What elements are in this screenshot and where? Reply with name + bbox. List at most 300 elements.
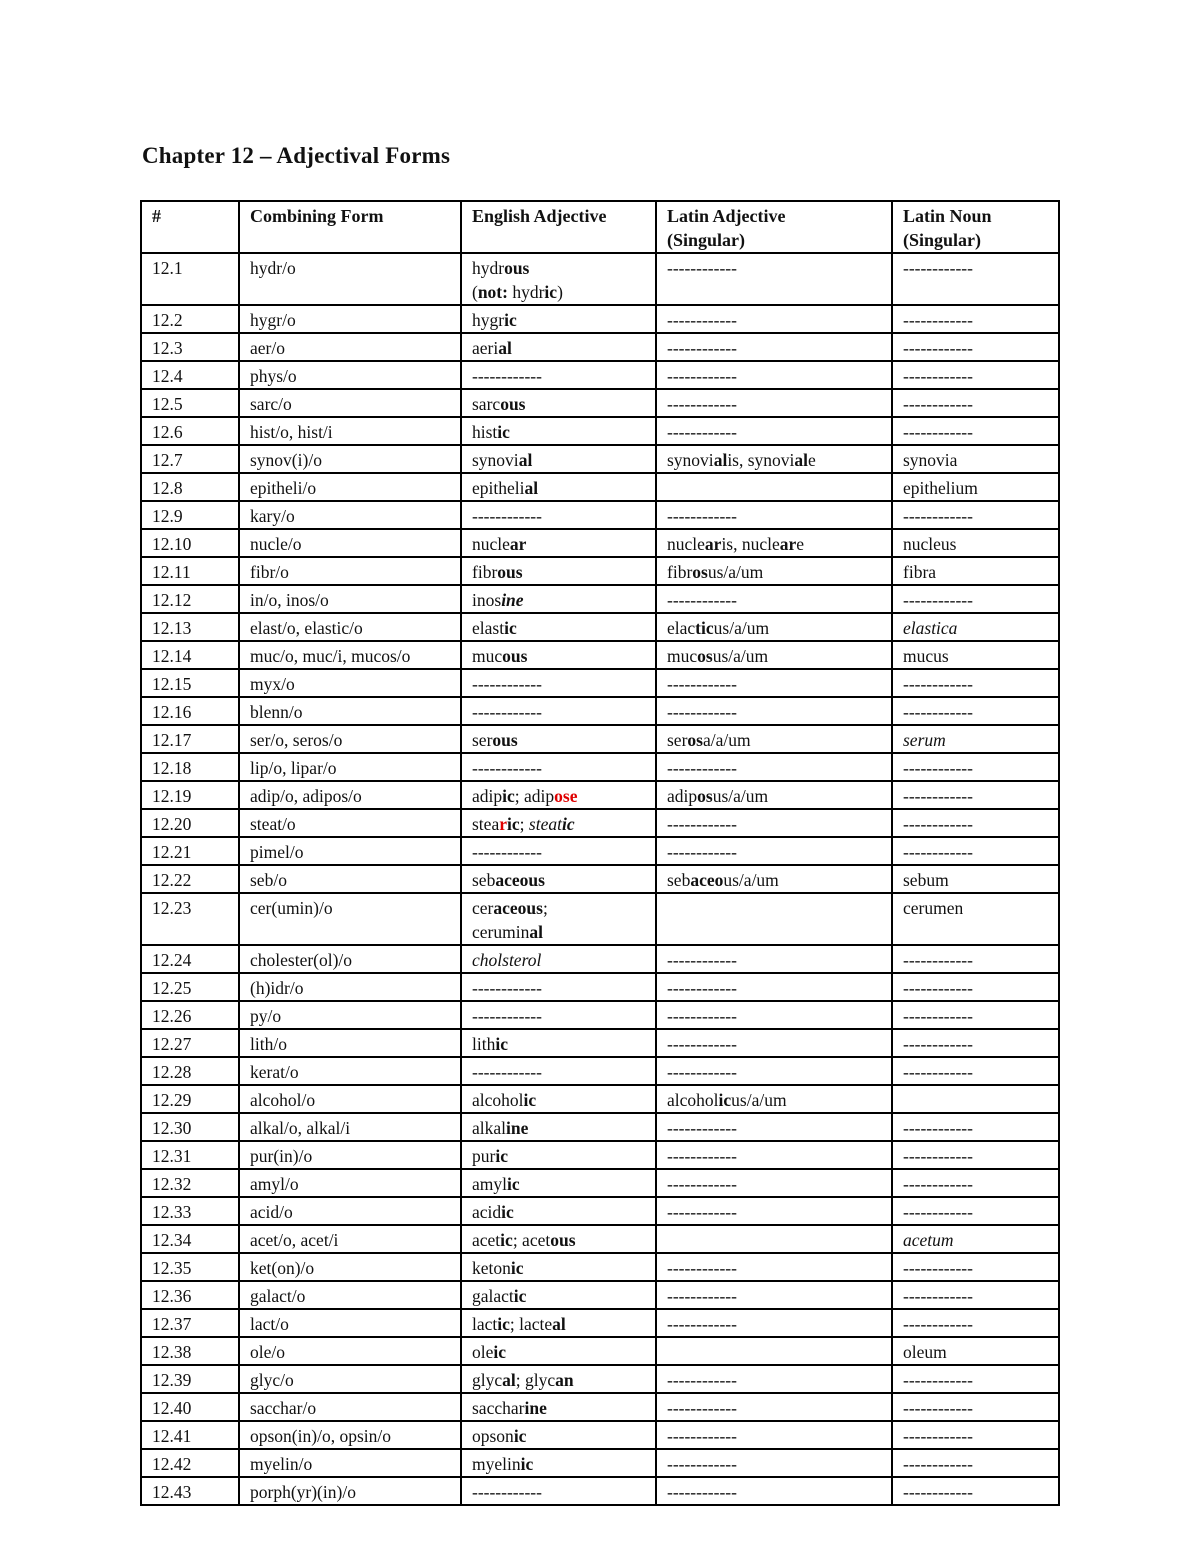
table-row [141, 1253, 1059, 1281]
cell-combining-form: aer/o [239, 333, 461, 361]
text-segment: us/a/um [712, 646, 769, 666]
cell-latin-adjective: ------------ [656, 837, 892, 865]
text-segment: lith [472, 1034, 496, 1054]
text-segment: ar [779, 534, 797, 554]
cell-number: 12.33 [141, 1197, 239, 1225]
text-segment: os [697, 786, 713, 806]
table-row [141, 1281, 1059, 1309]
text-segment: ic [513, 1286, 527, 1306]
text-segment: ic [561, 814, 575, 834]
cell-english-adjective: ------------ [461, 697, 656, 725]
cell-combining-form: acet/o, acet/i [239, 1225, 461, 1253]
cell-latin-noun: ------------ [892, 1365, 1059, 1393]
text-segment: al [529, 922, 543, 942]
cell-latin-adjective: ------------ [656, 1057, 892, 1085]
text-segment: ic [495, 1146, 508, 1166]
cell-number: 12.7 [141, 445, 239, 473]
cell-number: 12.27 [141, 1029, 239, 1057]
text-segment: sacchar [472, 1398, 525, 1418]
cell-english-adjective [461, 725, 656, 753]
cell-combining-form: amyl/o [239, 1169, 461, 1197]
text-segment: aceous [495, 870, 545, 890]
cell-number: 12.39 [141, 1365, 239, 1393]
cell-latin-noun: ------------ [892, 389, 1059, 417]
cell-combining-form: hydr/o [239, 253, 461, 305]
cell-latin-adjective: ------------ [656, 1113, 892, 1141]
cell-number: 12.19 [141, 781, 239, 809]
text-segment: hydr [472, 258, 505, 278]
cell-latin-noun: ------------ [892, 1029, 1059, 1057]
table-row [141, 1393, 1059, 1421]
text-segment: ic [513, 1426, 527, 1446]
table-row [141, 725, 1059, 753]
cell-latin-noun: ------------ [892, 1449, 1059, 1477]
cell-latin-adjective [656, 445, 892, 473]
cell-latin-noun: ------------ [892, 305, 1059, 333]
cell-latin-adjective: ------------ [656, 333, 892, 361]
header-latin-noun: Latin Noun (Singular) [892, 201, 1059, 253]
text-segment: os [697, 646, 713, 666]
text-segment: aceous [493, 898, 543, 918]
cell-english-adjective [461, 1337, 656, 1365]
text-segment: us/a/um [712, 786, 769, 806]
cell-latin-adjective: ------------ [656, 1253, 892, 1281]
cell-combining-form: py/o [239, 1001, 461, 1029]
table-row [141, 641, 1059, 669]
text-segment: ic [500, 1230, 513, 1250]
cell-latin-noun: ------------ [892, 809, 1059, 837]
text-segment: r [499, 814, 507, 834]
cell-latin-noun [892, 613, 1059, 641]
text-segment: hydr [507, 282, 545, 302]
cell-latin-noun [892, 1085, 1059, 1113]
cell-latin-adjective [656, 613, 892, 641]
table-row [141, 501, 1059, 529]
table-row [141, 1449, 1059, 1477]
cell-combining-form: adip/o, adipos/o [239, 781, 461, 809]
table-row [141, 1057, 1059, 1085]
cell-latin-noun: ------------ [892, 1281, 1059, 1309]
table-row [141, 1225, 1059, 1253]
table-row [141, 1029, 1059, 1057]
cell-english-adjective [461, 473, 656, 501]
cell-combining-form: steat/o [239, 809, 461, 837]
text-segment: os [687, 730, 703, 750]
table-row [141, 893, 1059, 945]
cell-latin-noun: ------------ [892, 1197, 1059, 1225]
text-segment: inos [472, 590, 502, 610]
cell-latin-adjective: ------------ [656, 253, 892, 305]
cell-latin-noun: ------------ [892, 1421, 1059, 1449]
table-row [141, 585, 1059, 613]
cell-combining-form: blenn/o [239, 697, 461, 725]
table-row [141, 361, 1059, 389]
text-segment: ic [502, 786, 515, 806]
cell-english-adjective [461, 613, 656, 641]
table-row [141, 1197, 1059, 1225]
table-row [141, 1477, 1059, 1505]
cell-latin-noun: fibra [892, 557, 1059, 585]
text-segment: seb [472, 870, 496, 890]
cell-english-adjective [461, 781, 656, 809]
table-row [141, 1421, 1059, 1449]
text-segment: elastica [903, 618, 958, 638]
cell-latin-adjective: ------------ [656, 809, 892, 837]
cell-latin-noun: epithelium [892, 473, 1059, 501]
text-segment: not: [477, 282, 508, 302]
table-row [141, 669, 1059, 697]
cell-number: 12.34 [141, 1225, 239, 1253]
text-segment: ine [501, 590, 524, 610]
table-row [141, 253, 1059, 305]
text-segment: ose [554, 786, 578, 806]
cell-latin-noun: ------------ [892, 1169, 1059, 1197]
text-segment: ; [519, 814, 529, 834]
text-segment: ic [493, 1342, 507, 1362]
cell-number: 12.42 [141, 1449, 239, 1477]
cell-number: 12.24 [141, 945, 239, 973]
text-segment: myelin [472, 1454, 521, 1474]
cell-number: 12.16 [141, 697, 239, 725]
cell-latin-adjective: ------------ [656, 1365, 892, 1393]
cell-latin-adjective: ------------ [656, 305, 892, 333]
text-segment: sarc [472, 394, 501, 414]
text-segment: tic [695, 618, 714, 638]
text-segment: ; lacte [509, 1314, 553, 1334]
table-body [141, 253, 1059, 1505]
cell-latin-adjective: ------------ [656, 1281, 892, 1309]
text-segment: alkal [472, 1118, 507, 1138]
text-segment: elast [472, 618, 505, 638]
text-segment: hygr [472, 310, 505, 330]
cell-english-adjective [461, 809, 656, 837]
cell-latin-adjective: ------------ [656, 1001, 892, 1029]
cell-english-adjective [461, 305, 656, 333]
header-combining-form: Combining Form [239, 201, 461, 253]
cell-latin-noun: ------------ [892, 945, 1059, 973]
cell-english-adjective [461, 865, 656, 893]
text-segment: galact [472, 1286, 514, 1306]
table-row [141, 973, 1059, 1001]
cell-number: 12.20 [141, 809, 239, 837]
text-segment: us/a/um [707, 562, 764, 582]
cell-english-adjective [461, 1141, 656, 1169]
table-row [141, 1141, 1059, 1169]
cell-latin-adjective [656, 781, 892, 809]
text-segment: hist [472, 422, 498, 442]
cell-latin-adjective: ------------ [656, 1421, 892, 1449]
cell-english-adjective [461, 333, 656, 361]
text-segment: al [498, 338, 512, 358]
table-row [141, 697, 1059, 725]
text-segment: an [555, 1370, 574, 1390]
cell-english-adjective [461, 1169, 656, 1197]
table-row [141, 1001, 1059, 1029]
text-segment: ic [495, 1034, 508, 1054]
text-segment: ic [520, 1454, 534, 1474]
cell-latin-noun [892, 1225, 1059, 1253]
cell-latin-noun: ------------ [892, 333, 1059, 361]
cell-latin-adjective: ------------ [656, 361, 892, 389]
table-row [141, 445, 1059, 473]
cell-number: 12.26 [141, 1001, 239, 1029]
cell-latin-adjective [656, 725, 892, 753]
text-segment: aceo [690, 870, 724, 890]
text-segment: al [502, 1370, 516, 1390]
cell-latin-noun: ------------ [892, 669, 1059, 697]
cell-number: 12.28 [141, 1057, 239, 1085]
cell-combining-form: myx/o [239, 669, 461, 697]
header-row [141, 201, 1059, 253]
cell-english-adjective: ------------ [461, 1057, 656, 1085]
text-segment: synovi [667, 450, 714, 470]
text-segment: ; glyc [515, 1370, 556, 1390]
table-row [141, 417, 1059, 445]
adjectival-forms-table [140, 200, 1060, 1506]
cell-combining-form: opson(in)/o, opsin/o [239, 1421, 461, 1449]
table-row [141, 753, 1059, 781]
cell-number: 12.2 [141, 305, 239, 333]
text-segment: ous [502, 646, 528, 666]
cell-combining-form: fibr/o [239, 557, 461, 585]
text-segment: nucle [667, 534, 705, 554]
table-row [141, 473, 1059, 501]
cell-latin-adjective: ------------ [656, 1141, 892, 1169]
cell-english-adjective: ------------ [461, 837, 656, 865]
cell-english-adjective [461, 253, 656, 305]
table-row [141, 1365, 1059, 1393]
cell-latin-adjective: ------------ [656, 1393, 892, 1421]
text-segment: ic [504, 618, 517, 638]
cell-latin-adjective: ------------ [656, 753, 892, 781]
text-segment: fibr [667, 562, 693, 582]
cell-number: 12.29 [141, 1085, 239, 1113]
cell-combining-form: (h)idr/o [239, 973, 461, 1001]
cell-number: 12.21 [141, 837, 239, 865]
text-segment: acetum [903, 1230, 954, 1250]
cell-english-adjective [461, 1197, 656, 1225]
text-segment: stea [472, 814, 500, 834]
cell-latin-noun [892, 725, 1059, 753]
cell-number: 12.3 [141, 333, 239, 361]
cell-number: 12.10 [141, 529, 239, 557]
table-row [141, 529, 1059, 557]
cell-latin-noun: nucleus [892, 529, 1059, 557]
cell-latin-adjective: ------------ [656, 1449, 892, 1477]
text-segment: os [692, 562, 708, 582]
cell-combining-form: sarc/o [239, 389, 461, 417]
text-segment: e [808, 450, 816, 470]
cell-combining-form: kerat/o [239, 1057, 461, 1085]
header-english-adjective: English Adjective [461, 201, 656, 253]
table-row [141, 865, 1059, 893]
text-segment: muc [667, 646, 698, 666]
cell-latin-noun: cerumen [892, 893, 1059, 945]
text-segment: lact [472, 1314, 498, 1334]
text-segment: ous [550, 1230, 576, 1250]
table-row [141, 333, 1059, 361]
cell-latin-noun: ------------ [892, 837, 1059, 865]
cell-latin-adjective: ------------ [656, 389, 892, 417]
cell-latin-noun: ------------ [892, 253, 1059, 305]
cell-number: 12.25 [141, 973, 239, 1001]
cell-combining-form: lip/o, lipar/o [239, 753, 461, 781]
cell-latin-adjective: ------------ [656, 945, 892, 973]
cell-latin-noun: ------------ [892, 781, 1059, 809]
cell-latin-adjective: ------------ [656, 1029, 892, 1057]
cell-latin-noun: ------------ [892, 753, 1059, 781]
cell-english-adjective: ------------ [461, 501, 656, 529]
cell-combining-form: in/o, inos/o [239, 585, 461, 613]
cell-english-adjective [461, 389, 656, 417]
cell-english-adjective [461, 417, 656, 445]
cell-combining-form: synov(i)/o [239, 445, 461, 473]
cell-combining-form: kary/o [239, 501, 461, 529]
cell-combining-form: myelin/o [239, 1449, 461, 1477]
cell-english-adjective [461, 1393, 656, 1421]
cell-combining-form: ket(on)/o [239, 1253, 461, 1281]
text-segment: ar [704, 534, 722, 554]
table-row [141, 305, 1059, 333]
cell-english-adjective: ------------ [461, 361, 656, 389]
cell-combining-form: lact/o [239, 1309, 461, 1337]
cell-latin-noun: ------------ [892, 417, 1059, 445]
cell-combining-form: cholester(ol)/o [239, 945, 461, 973]
cell-latin-noun: ------------ [892, 1309, 1059, 1337]
text-segment: ole [472, 1342, 494, 1362]
cell-number: 12.17 [141, 725, 239, 753]
text-segment: ser [667, 730, 688, 750]
cell-english-adjective [461, 557, 656, 585]
cell-combining-form: epitheli/o [239, 473, 461, 501]
cell-english-adjective: ------------ [461, 669, 656, 697]
text-segment: ) [557, 282, 563, 302]
text-segment: al [794, 450, 809, 470]
text-segment: adip [667, 786, 698, 806]
cell-combining-form: nucle/o [239, 529, 461, 557]
cell-latin-noun: ------------ [892, 501, 1059, 529]
text-segment: ic [504, 310, 517, 330]
cell-latin-noun: ------------ [892, 1141, 1059, 1169]
cell-latin-adjective: ------------ [656, 1197, 892, 1225]
text-segment: acet [472, 1230, 501, 1250]
text-segment: nucle [472, 534, 510, 554]
cell-latin-adjective: ------------ [656, 973, 892, 1001]
text-segment: ; acet [512, 1230, 551, 1250]
cell-english-adjective [461, 445, 656, 473]
text-segment: us/a/um [731, 1090, 787, 1110]
text-segment: amyl [472, 1174, 507, 1194]
cell-latin-noun: ------------ [892, 697, 1059, 725]
text-segment: is, synovi [727, 450, 795, 470]
cell-number: 12.15 [141, 669, 239, 697]
cell-latin-adjective [656, 1085, 892, 1113]
cell-combining-form: muc/o, muc/i, mucos/o [239, 641, 461, 669]
cell-number: 12.32 [141, 1169, 239, 1197]
cell-latin-adjective [656, 473, 892, 501]
cell-latin-noun: ------------ [892, 1057, 1059, 1085]
table-row [141, 837, 1059, 865]
cell-number: 12.13 [141, 613, 239, 641]
cell-number: 12.12 [141, 585, 239, 613]
cell-latin-adjective: ------------ [656, 417, 892, 445]
text-segment: a/a/um [702, 730, 751, 750]
text-segment: fibr [472, 562, 498, 582]
cell-latin-adjective [656, 893, 892, 945]
table-row [141, 1169, 1059, 1197]
cell-latin-noun: ------------ [892, 1393, 1059, 1421]
text-segment: ous [492, 730, 518, 750]
cell-number: 12.37 [141, 1309, 239, 1337]
text-segment: ic [544, 282, 558, 302]
cell-english-adjective [461, 641, 656, 669]
cell-number: 12.8 [141, 473, 239, 501]
cell-number: 12.11 [141, 557, 239, 585]
cell-combining-form: hygr/o [239, 305, 461, 333]
text-segment: ic [523, 1090, 537, 1110]
text-segment: ous [500, 394, 526, 414]
cell-combining-form: cer(umin)/o [239, 893, 461, 945]
cell-number: 12.30 [141, 1113, 239, 1141]
text-segment: pur [472, 1146, 496, 1166]
cell-latin-adjective [656, 557, 892, 585]
cell-latin-noun: ------------ [892, 1253, 1059, 1281]
text-segment: aeri [472, 338, 499, 358]
cell-number: 12.43 [141, 1477, 239, 1505]
text-segment: us/a/um [723, 870, 779, 890]
text-segment: seb [667, 870, 691, 890]
cell-number: 12.38 [141, 1337, 239, 1365]
text-segment: al [552, 1314, 566, 1334]
cell-combining-form: ser/o, seros/o [239, 725, 461, 753]
cell-latin-noun: ------------ [892, 1001, 1059, 1029]
text-segment: al [713, 450, 728, 470]
cell-number: 12.6 [141, 417, 239, 445]
cell-english-adjective [461, 1281, 656, 1309]
cell-english-adjective [461, 585, 656, 613]
cell-english-adjective [461, 893, 656, 945]
text-segment: ic [497, 422, 510, 442]
cell-english-adjective [461, 1113, 656, 1141]
cell-english-adjective: ------------ [461, 973, 656, 1001]
table-row [141, 809, 1059, 837]
text-segment: alcohol [472, 1090, 524, 1110]
table-row [141, 781, 1059, 809]
cell-latin-adjective: ------------ [656, 669, 892, 697]
cell-latin-adjective [656, 865, 892, 893]
cell-latin-adjective: ------------ [656, 501, 892, 529]
cell-english-adjective [461, 1029, 656, 1057]
text-segment: adip [472, 786, 503, 806]
text-segment: glyc [472, 1370, 503, 1390]
text-segment: acid [472, 1202, 502, 1222]
text-segment: alcohol [667, 1090, 719, 1110]
cell-english-adjective [461, 1365, 656, 1393]
cell-combining-form: alcohol/o [239, 1085, 461, 1113]
cell-latin-noun: oleum [892, 1337, 1059, 1365]
text-segment: is, nucle [721, 534, 780, 554]
text-segment: us/a/um [713, 618, 770, 638]
text-segment: opson [472, 1426, 514, 1446]
cell-number: 12.41 [141, 1421, 239, 1449]
text-segment: synovi [472, 450, 519, 470]
text-segment: al [518, 450, 533, 470]
cell-latin-adjective: ------------ [656, 585, 892, 613]
table-row [141, 389, 1059, 417]
cell-combining-form: pimel/o [239, 837, 461, 865]
text-segment: muc [472, 646, 503, 666]
text-segment: ic [507, 1174, 520, 1194]
